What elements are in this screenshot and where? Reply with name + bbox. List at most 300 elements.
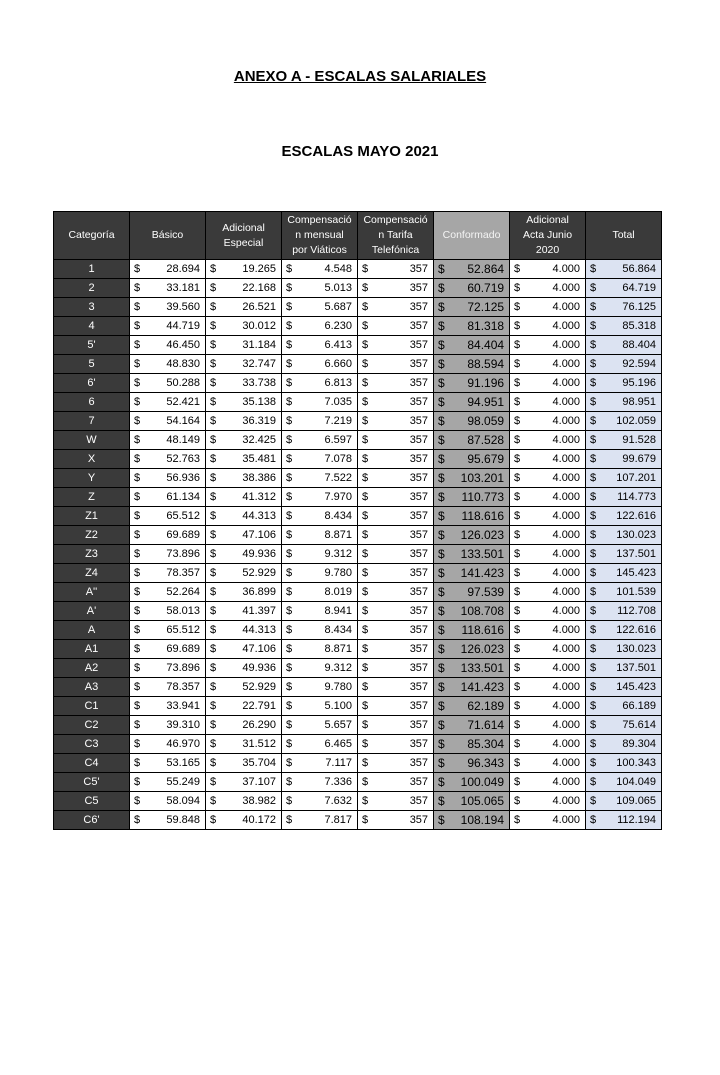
conformado-value: 91.196 <box>452 374 510 393</box>
total-value: 107.201 <box>604 469 662 488</box>
basico-value: 50.288 <box>148 374 206 393</box>
acta-value: 4.000 <box>528 431 586 450</box>
viaticos-value: 8.019 <box>300 583 358 602</box>
category-cell: X <box>54 450 130 469</box>
basico-value: 53.165 <box>148 754 206 773</box>
acta-value: 4.000 <box>528 735 586 754</box>
conformado-value: 133.501 <box>452 659 510 678</box>
tarifa-value: 357 <box>376 564 434 583</box>
currency-symbol: $ <box>282 716 300 735</box>
category-cell: 7 <box>54 412 130 431</box>
currency-symbol: $ <box>282 317 300 336</box>
basico-value: 65.512 <box>148 621 206 640</box>
currency-symbol: $ <box>586 735 604 754</box>
viaticos-value: 7.522 <box>300 469 358 488</box>
total-value: 89.304 <box>604 735 662 754</box>
currency-symbol: $ <box>358 393 376 412</box>
conformado-value: 108.708 <box>452 602 510 621</box>
total-value: 101.539 <box>604 583 662 602</box>
currency-symbol: $ <box>434 697 452 716</box>
currency-symbol: $ <box>130 716 148 735</box>
adicional-especial-value: 52.929 <box>224 564 282 583</box>
total-value: 137.501 <box>604 659 662 678</box>
category-cell: 5 <box>54 355 130 374</box>
currency-symbol: $ <box>282 735 300 754</box>
currency-symbol: $ <box>358 773 376 792</box>
currency-symbol: $ <box>282 469 300 488</box>
currency-symbol: $ <box>130 260 148 279</box>
table-row <box>54 488 662 507</box>
viaticos-value: 6.597 <box>300 431 358 450</box>
currency-symbol: $ <box>510 659 528 678</box>
currency-symbol: $ <box>586 355 604 374</box>
currency-symbol: $ <box>434 469 452 488</box>
currency-symbol: $ <box>510 412 528 431</box>
category-cell: 2 <box>54 279 130 298</box>
tarifa-value: 357 <box>376 602 434 621</box>
total-value: 100.343 <box>604 754 662 773</box>
currency-symbol: $ <box>206 393 224 412</box>
table-row <box>54 355 662 374</box>
conformado-value: 52.864 <box>452 260 510 279</box>
currency-symbol: $ <box>586 260 604 279</box>
basico-value: 52.763 <box>148 450 206 469</box>
currency-symbol: $ <box>434 526 452 545</box>
currency-symbol: $ <box>586 526 604 545</box>
currency-symbol: $ <box>282 526 300 545</box>
table-row <box>54 811 662 830</box>
currency-symbol: $ <box>586 298 604 317</box>
currency-symbol: $ <box>510 754 528 773</box>
category-cell: 6' <box>54 374 130 393</box>
tarifa-value: 357 <box>376 431 434 450</box>
currency-symbol: $ <box>586 811 604 830</box>
category-cell: A2 <box>54 659 130 678</box>
conformado-value: 110.773 <box>452 488 510 507</box>
table-row <box>54 678 662 697</box>
currency-symbol: $ <box>510 697 528 716</box>
currency-symbol: $ <box>434 564 452 583</box>
currency-symbol: $ <box>282 450 300 469</box>
currency-symbol: $ <box>282 507 300 526</box>
acta-value: 4.000 <box>528 545 586 564</box>
currency-symbol: $ <box>434 602 452 621</box>
currency-symbol: $ <box>586 621 604 640</box>
acta-value: 4.000 <box>528 754 586 773</box>
currency-symbol: $ <box>130 507 148 526</box>
currency-symbol: $ <box>358 526 376 545</box>
currency-symbol: $ <box>206 564 224 583</box>
basico-value: 48.830 <box>148 355 206 374</box>
currency-symbol: $ <box>282 811 300 830</box>
currency-symbol: $ <box>510 317 528 336</box>
total-value: 98.951 <box>604 393 662 412</box>
table-body <box>54 260 662 830</box>
acta-value: 4.000 <box>528 773 586 792</box>
basico-value: 65.512 <box>148 507 206 526</box>
currency-symbol: $ <box>434 773 452 792</box>
currency-symbol: $ <box>206 659 224 678</box>
conformado-value: 72.125 <box>452 298 510 317</box>
currency-symbol: $ <box>130 355 148 374</box>
conformado-value: 94.951 <box>452 393 510 412</box>
basico-value: 39.560 <box>148 298 206 317</box>
total-value: 99.679 <box>604 450 662 469</box>
currency-symbol: $ <box>510 393 528 412</box>
tarifa-value: 357 <box>376 507 434 526</box>
conformado-value: 141.423 <box>452 564 510 583</box>
currency-symbol: $ <box>282 488 300 507</box>
table-row <box>54 735 662 754</box>
total-value: 56.864 <box>604 260 662 279</box>
adicional-especial-value: 36.319 <box>224 412 282 431</box>
adicional-especial-value: 22.168 <box>224 279 282 298</box>
table-row <box>54 374 662 393</box>
category-cell: Z3 <box>54 545 130 564</box>
tarifa-value: 357 <box>376 792 434 811</box>
table-row <box>54 298 662 317</box>
currency-symbol: $ <box>206 412 224 431</box>
header-categoria: Categoría <box>54 212 130 260</box>
acta-value: 4.000 <box>528 298 586 317</box>
category-cell: Y <box>54 469 130 488</box>
currency-symbol: $ <box>358 317 376 336</box>
currency-symbol: $ <box>434 431 452 450</box>
table-row <box>54 507 662 526</box>
currency-symbol: $ <box>358 678 376 697</box>
total-value: 75.614 <box>604 716 662 735</box>
acta-value: 4.000 <box>528 393 586 412</box>
table-row <box>54 621 662 640</box>
adicional-especial-value: 52.929 <box>224 678 282 697</box>
currency-symbol: $ <box>358 488 376 507</box>
basico-value: 59.848 <box>148 811 206 830</box>
currency-symbol: $ <box>206 545 224 564</box>
currency-symbol: $ <box>510 640 528 659</box>
currency-symbol: $ <box>206 260 224 279</box>
currency-symbol: $ <box>510 545 528 564</box>
currency-symbol: $ <box>130 678 148 697</box>
currency-symbol: $ <box>510 678 528 697</box>
currency-symbol: $ <box>282 621 300 640</box>
table-row <box>54 279 662 298</box>
conformado-value: 100.049 <box>452 773 510 792</box>
acta-value: 4.000 <box>528 507 586 526</box>
category-cell: Z2 <box>54 526 130 545</box>
currency-symbol: $ <box>282 355 300 374</box>
header-compensacion-tarifa: Compensació n Tarifa Telefónica <box>358 212 434 260</box>
currency-symbol: $ <box>206 792 224 811</box>
viaticos-value: 7.035 <box>300 393 358 412</box>
currency-symbol: $ <box>434 355 452 374</box>
currency-symbol: $ <box>434 792 452 811</box>
currency-symbol: $ <box>510 716 528 735</box>
tarifa-value: 357 <box>376 260 434 279</box>
conformado-value: 88.594 <box>452 355 510 374</box>
currency-symbol: $ <box>434 374 452 393</box>
total-value: 114.773 <box>604 488 662 507</box>
currency-symbol: $ <box>510 260 528 279</box>
basico-value: 48.149 <box>148 431 206 450</box>
acta-value: 4.000 <box>528 374 586 393</box>
total-value: 122.616 <box>604 507 662 526</box>
category-cell: C5' <box>54 773 130 792</box>
total-value: 91.528 <box>604 431 662 450</box>
currency-symbol: $ <box>130 450 148 469</box>
total-value: 130.023 <box>604 640 662 659</box>
table-row <box>54 754 662 773</box>
tarifa-value: 357 <box>376 355 434 374</box>
currency-symbol: $ <box>434 336 452 355</box>
currency-symbol: $ <box>434 754 452 773</box>
tarifa-value: 357 <box>376 545 434 564</box>
conformado-value: 81.318 <box>452 317 510 336</box>
tarifa-value: 357 <box>376 754 434 773</box>
adicional-especial-value: 44.313 <box>224 621 282 640</box>
currency-symbol: $ <box>586 450 604 469</box>
table-row <box>54 583 662 602</box>
currency-symbol: $ <box>282 260 300 279</box>
adicional-especial-value: 49.936 <box>224 545 282 564</box>
currency-symbol: $ <box>130 336 148 355</box>
table-row <box>54 260 662 279</box>
currency-symbol: $ <box>130 374 148 393</box>
tarifa-value: 357 <box>376 317 434 336</box>
total-value: 145.423 <box>604 678 662 697</box>
category-cell: C6' <box>54 811 130 830</box>
currency-symbol: $ <box>130 811 148 830</box>
viaticos-value: 7.970 <box>300 488 358 507</box>
viaticos-value: 9.312 <box>300 659 358 678</box>
currency-symbol: $ <box>510 583 528 602</box>
category-cell: Z <box>54 488 130 507</box>
table-row <box>54 773 662 792</box>
tarifa-value: 357 <box>376 298 434 317</box>
tarifa-value: 357 <box>376 621 434 640</box>
adicional-especial-value: 38.386 <box>224 469 282 488</box>
currency-symbol: $ <box>586 754 604 773</box>
currency-symbol: $ <box>510 773 528 792</box>
category-cell: A <box>54 621 130 640</box>
table-row <box>54 336 662 355</box>
table-row <box>54 526 662 545</box>
conformado-value: 97.539 <box>452 583 510 602</box>
currency-symbol: $ <box>206 279 224 298</box>
acta-value: 4.000 <box>528 640 586 659</box>
acta-value: 4.000 <box>528 697 586 716</box>
currency-symbol: $ <box>206 526 224 545</box>
category-cell: C5 <box>54 792 130 811</box>
currency-symbol: $ <box>206 298 224 317</box>
conformado-value: 98.059 <box>452 412 510 431</box>
currency-symbol: $ <box>510 355 528 374</box>
currency-symbol: $ <box>586 792 604 811</box>
conformado-value: 118.616 <box>452 621 510 640</box>
currency-symbol: $ <box>434 735 452 754</box>
acta-value: 4.000 <box>528 678 586 697</box>
conformado-value: 108.194 <box>452 811 510 830</box>
basico-value: 54.164 <box>148 412 206 431</box>
currency-symbol: $ <box>434 811 452 830</box>
acta-value: 4.000 <box>528 716 586 735</box>
currency-symbol: $ <box>510 450 528 469</box>
currency-symbol: $ <box>206 811 224 830</box>
total-value: 92.594 <box>604 355 662 374</box>
tarifa-value: 357 <box>376 735 434 754</box>
viaticos-value: 5.013 <box>300 279 358 298</box>
document-title: ANEXO A - ESCALAS SALARIALES <box>233 68 487 85</box>
acta-value: 4.000 <box>528 469 586 488</box>
currency-symbol: $ <box>358 260 376 279</box>
currency-symbol: $ <box>586 678 604 697</box>
currency-symbol: $ <box>586 317 604 336</box>
viaticos-value: 7.117 <box>300 754 358 773</box>
acta-value: 4.000 <box>528 811 586 830</box>
header-adicional-especial: Adicional Especial <box>206 212 282 260</box>
currency-symbol: $ <box>586 545 604 564</box>
currency-symbol: $ <box>586 374 604 393</box>
conformado-value: 62.189 <box>452 697 510 716</box>
category-cell: 6 <box>54 393 130 412</box>
currency-symbol: $ <box>434 640 452 659</box>
acta-value: 4.000 <box>528 488 586 507</box>
adicional-especial-value: 26.290 <box>224 716 282 735</box>
acta-value: 4.000 <box>528 583 586 602</box>
category-cell: C2 <box>54 716 130 735</box>
currency-symbol: $ <box>358 754 376 773</box>
table-row <box>54 412 662 431</box>
total-value: 102.059 <box>604 412 662 431</box>
category-cell: 5' <box>54 336 130 355</box>
viaticos-value: 9.780 <box>300 564 358 583</box>
currency-symbol: $ <box>130 792 148 811</box>
currency-symbol: $ <box>434 298 452 317</box>
category-cell: 4 <box>54 317 130 336</box>
currency-symbol: $ <box>130 298 148 317</box>
currency-symbol: $ <box>282 431 300 450</box>
currency-symbol: $ <box>282 754 300 773</box>
currency-symbol: $ <box>434 488 452 507</box>
currency-symbol: $ <box>358 507 376 526</box>
currency-symbol: $ <box>130 621 148 640</box>
tarifa-value: 357 <box>376 469 434 488</box>
table-row <box>54 431 662 450</box>
adicional-especial-value: 31.512 <box>224 735 282 754</box>
basico-value: 52.264 <box>148 583 206 602</box>
currency-symbol: $ <box>434 317 452 336</box>
tarifa-value: 357 <box>376 716 434 735</box>
currency-symbol: $ <box>206 469 224 488</box>
currency-symbol: $ <box>434 450 452 469</box>
tarifa-value: 357 <box>376 640 434 659</box>
currency-symbol: $ <box>358 583 376 602</box>
acta-value: 4.000 <box>528 260 586 279</box>
currency-symbol: $ <box>358 792 376 811</box>
currency-symbol: $ <box>206 697 224 716</box>
category-cell: A1 <box>54 640 130 659</box>
currency-symbol: $ <box>282 602 300 621</box>
currency-symbol: $ <box>586 716 604 735</box>
currency-symbol: $ <box>358 355 376 374</box>
currency-symbol: $ <box>586 336 604 355</box>
table-row <box>54 659 662 678</box>
acta-value: 4.000 <box>528 659 586 678</box>
adicional-especial-value: 37.107 <box>224 773 282 792</box>
table-row <box>54 545 662 564</box>
adicional-especial-value: 19.265 <box>224 260 282 279</box>
category-cell: 1 <box>54 260 130 279</box>
tarifa-value: 357 <box>376 811 434 830</box>
header-adicional-acta: Adicional Acta Junio 2020 <box>510 212 586 260</box>
acta-value: 4.000 <box>528 317 586 336</box>
table-row <box>54 450 662 469</box>
currency-symbol: $ <box>510 507 528 526</box>
currency-symbol: $ <box>206 716 224 735</box>
currency-symbol: $ <box>434 393 452 412</box>
currency-symbol: $ <box>434 659 452 678</box>
acta-value: 4.000 <box>528 412 586 431</box>
adicional-especial-value: 33.738 <box>224 374 282 393</box>
total-value: 145.423 <box>604 564 662 583</box>
currency-symbol: $ <box>434 260 452 279</box>
currency-symbol: $ <box>586 412 604 431</box>
conformado-value: 84.404 <box>452 336 510 355</box>
header-conformado: Conformado <box>434 212 510 260</box>
basico-value: 28.694 <box>148 260 206 279</box>
currency-symbol: $ <box>206 640 224 659</box>
tarifa-value: 357 <box>376 526 434 545</box>
currency-symbol: $ <box>206 602 224 621</box>
total-value: 112.194 <box>604 811 662 830</box>
conformado-value: 71.614 <box>452 716 510 735</box>
category-cell: C1 <box>54 697 130 716</box>
basico-value: 58.013 <box>148 602 206 621</box>
currency-symbol: $ <box>510 279 528 298</box>
currency-symbol: $ <box>358 602 376 621</box>
total-value: 137.501 <box>604 545 662 564</box>
basico-value: 56.936 <box>148 469 206 488</box>
conformado-value: 96.343 <box>452 754 510 773</box>
conformado-value: 126.023 <box>452 526 510 545</box>
conformado-value: 60.719 <box>452 279 510 298</box>
currency-symbol: $ <box>510 735 528 754</box>
viaticos-value: 7.219 <box>300 412 358 431</box>
total-value: 109.065 <box>604 792 662 811</box>
total-value: 112.708 <box>604 602 662 621</box>
currency-symbol: $ <box>282 564 300 583</box>
total-value: 64.719 <box>604 279 662 298</box>
currency-symbol: $ <box>510 811 528 830</box>
category-cell: Z1 <box>54 507 130 526</box>
currency-symbol: $ <box>358 735 376 754</box>
basico-value: 33.181 <box>148 279 206 298</box>
currency-symbol: $ <box>130 735 148 754</box>
currency-symbol: $ <box>510 621 528 640</box>
viaticos-value: 4.548 <box>300 260 358 279</box>
currency-symbol: $ <box>434 545 452 564</box>
tarifa-value: 357 <box>376 336 434 355</box>
currency-symbol: $ <box>358 336 376 355</box>
acta-value: 4.000 <box>528 564 586 583</box>
currency-symbol: $ <box>586 697 604 716</box>
currency-symbol: $ <box>130 469 148 488</box>
basico-value: 33.941 <box>148 697 206 716</box>
viaticos-value: 8.941 <box>300 602 358 621</box>
adicional-especial-value: 36.899 <box>224 583 282 602</box>
tarifa-value: 357 <box>376 393 434 412</box>
basico-value: 78.357 <box>148 564 206 583</box>
viaticos-value: 7.078 <box>300 450 358 469</box>
